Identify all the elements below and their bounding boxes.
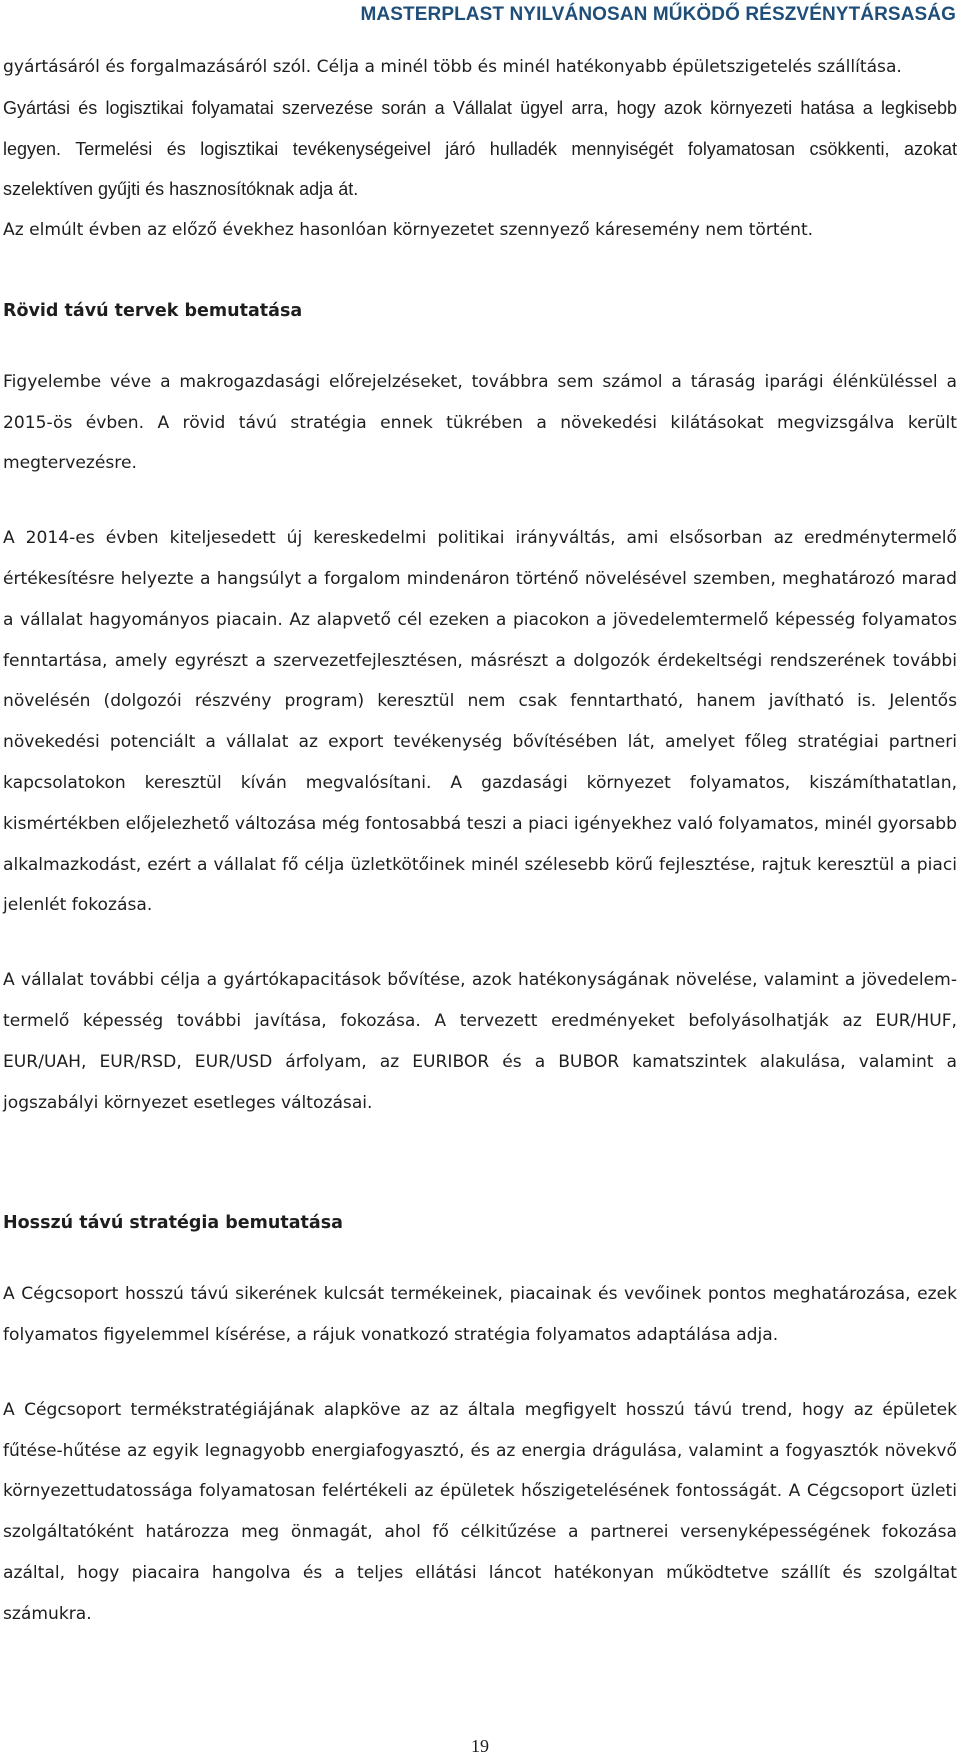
intro-paragraph-2: Gyártási és logisztikai folyamatai szervezése során a Vállalat ügyel arra, hogy azok környezeti hatása a legkisebb legyen. Termelési és logisztikai tevékenységeivel járó hulladék mennyiségét folyamatosan csökkenti, azokat szelektíven gyűjti és hasznosítóknak adja át. [3,97,957,200]
intro-paragraph-1: gyártásáról és forgalmazásáról szól. Célja a minél több és minél hatékonyabb épületszigetelés szállítása. [3,57,902,77]
long-term-paragraph-2: A Cégcsoport termékstratégiájának alapköve az az általa megfigyelt hosszú távú trend, hogy az épületek fűtése-hűtése az egyik legnagyobb energiafogyasztó, és az energia drágulása, valamint a fogyasztók növekvő környezettudatossága folyamatosan felértékeli az épületek hőszigetelésének fontosságát. A Cégcsoport üzleti szolgáltatóként határozza meg önmagát, ahol fő célkitűzése a partnerei versenyképességének fokozása azáltal, hogy piacaira hangolva és a teljes ellátási láncot hatékonyan működtetve szállít és szolgáltat számukra. [3,1399,957,1624]
intro-paragraph-3: Az elmúlt évben az előző évekhez hasonlóan környezetet szennyező káresemény nem történt. [3,220,814,241]
spacer [3,332,957,362]
spacer [3,484,957,518]
short-term-paragraph-3: A vállalat további célja a gyártókapacitások bővítése, azok hatékonyságának növelése, valamint a jövedelem-termelő képesség további javítása, fokozása. A tervezett eredményeket befolyásolhatják az EUR/HUF, EUR/UAH, EUR/RSD, EUR/USD árfolyam, az EURIBOR és a BUBOR kamatszintek alakulása, valamint a jogszabályi környezet esetleges változásai. [3,970,957,1113]
document-header: MASTERPLAST NYILVÁNOSAN MŰKÖDŐ RÉSZVÉNYTÁRSASÁG [360,4,956,25]
section-heading-long-term: Hosszú távú stratégia bemutatása [3,1213,343,1234]
spacer [3,1123,957,1203]
spacer [3,1356,957,1390]
section-heading-short-term: Rövid távú tervek bemutatása [3,300,303,321]
spacer [3,251,957,291]
spacer [3,1244,957,1274]
short-term-paragraph-2: A 2014-es évben kiteljesedett új kereskedelmi politikai irányváltás, ami elsősorban az eredménytermelő értékesítésre helyezte a hangsúlyt a forgalom mindenáron történő növelésével szemben, meghatározó marad a vállalat hagyományos piacain. Az alapvető cél ezeken a piacokon a jövedelemtermelő képesség folyamatos fenntartása, amely egyrészt a szervezetfejlesztésen, másrészt a dolgozók érdekeltségi rendszerének további növelésén (dolgozói részvény program) keresztül nem csak fenntartható, hanem javítható is. Jelentős növekedési potenciált a vállalat az export tevékenység bővítésében lát, amelyet főleg stratégiai partneri kapcsolatokon keresztül kíván megvalósítani. A gazdasági környezet folyamatos, kiszámíthatatlan, kismértékben előjelezhető változása még fontosabbá teszi a piaci igényekhez való folyamatos, minél gyorsabb alkalmazkodást, ezért a vállalat fő célja üzletkötőinek minél szélesebb körű fejlesztése, rajtuk keresztül a piaci jelenlét fokozása. [3,528,957,916]
long-term-paragraph-1: A Cégcsoport hosszú távú sikerének kulcsát termékeinek, piacainak és vevőinek pontos meghatározása, ezek folyamatos figyelemmel kísérése, a rájuk vonatkozó stratégia folyamatos adaptálása adja. [3,1284,957,1345]
short-term-paragraph-1: Figyelembe véve a makrogazdasági előrejelzéseket, továbbra sem számol a táraság iparági élénküléssel a 2015-ös évben. A rövid távú stratégia ennek tükrében a növekedési kilátásokat megvizsgálva került megtervezésre. [3,371,957,474]
page-number: 19 [471,1736,489,1756]
spacer [3,926,957,960]
document-body [3,47,957,1635]
